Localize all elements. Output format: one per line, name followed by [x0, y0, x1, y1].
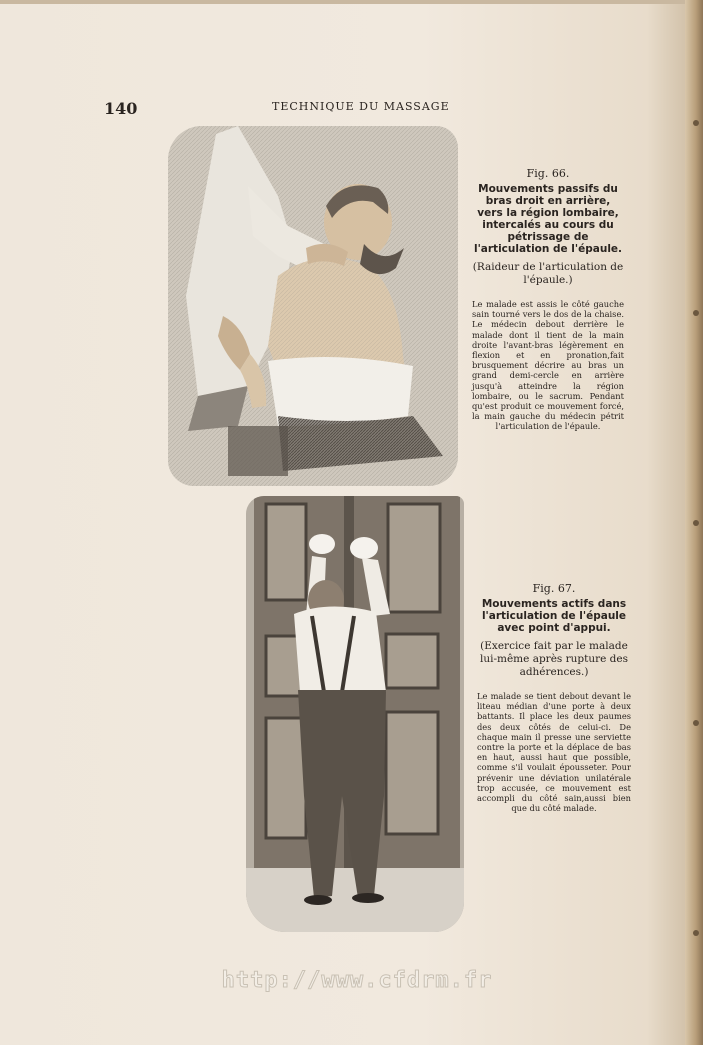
figure-66-subtitle: (Raideur de l'articulation de l'épaule.) [472, 261, 624, 286]
figure-67-subtitle: (Exercice fait par le malade lui-même après rupture des adhérences.) [479, 640, 629, 678]
figure-67-caption [477, 582, 631, 813]
figure-66-description: Le malade est assis le côté gauche sain tourné vers le dos de la chaise. Le médecin debout derrière le malade dont il tient de la main droite l'avant-bras légèrement en flexion et en pronation,fait brusquement décrire au bras un grand demi-cercle en arrière jusqu'à atteindre la région lombaire, ou le sacrum. Pendant qu'est produit ce mouvement forcé, la main gauche du médecin pétrit l'articulation de l'épaule. [472, 299, 624, 432]
figure-66-illustration [168, 126, 458, 486]
figure-67-label: Fig. 67. [532, 582, 576, 595]
top-edge [0, 0, 703, 4]
page-number: 140 [104, 99, 138, 118]
figure-67-illustration [246, 496, 464, 932]
figure-66-label: Fig. 66. [526, 167, 570, 180]
watermark-url: http://www.cfdrm.fr [221, 968, 493, 993]
running-head: TECHNIQUE DU MASSAGE [272, 100, 450, 113]
figure-67-description: Le malade se tient debout devant le liteau médian d'une porte à deux battants. Il place les deux paumes des deux côtés de celui-ci. De chaque main il presse une serviette contre la porte et la déplace de bas en haut, aussi haut que possible, comme s'il voulait épousseter. Pour prévenir une déviation unilatérale trop accusée, ce mouvement est accompli du côté sain,aussi bien que du côté malade. [477, 691, 631, 814]
figure-66-caption [472, 167, 624, 432]
figure-67-title: Mouvements actifs dans l'articulation de l'épaule avec point d'appui. [481, 598, 627, 634]
figure-66-title: Mouvements passifs du bras droit en arrière, vers la région lombaire, intercalés au cours du pétrissage de l'articulation de l'épaule. [473, 183, 623, 255]
page-spine [685, 0, 703, 1045]
